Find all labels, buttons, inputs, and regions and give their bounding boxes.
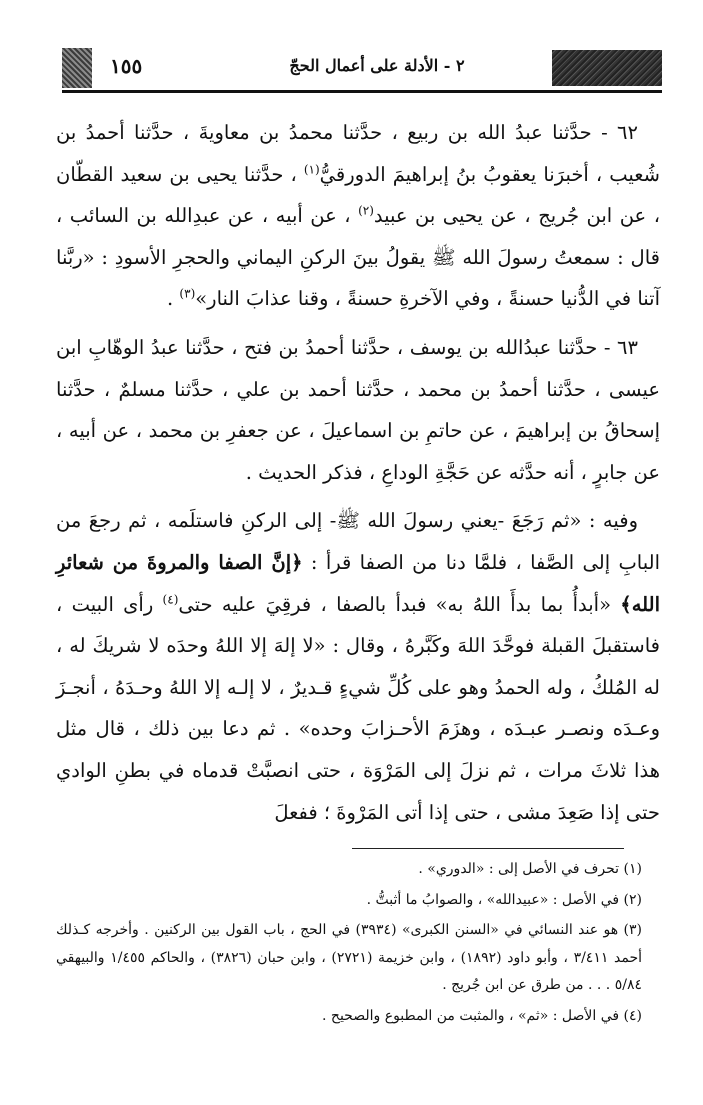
running-title: ٢ - الأدلة على أعمال الحجّ bbox=[289, 56, 465, 75]
hadith-62-text-b: ، حدَّثنا يحيى بن سعيد القطّان ، عن ابن جُريج ، عن يحيى بن عبيد bbox=[56, 162, 660, 228]
continuation-text-c: رأى البيت ، فاستقبلَ القبلة فوحَّدَ اللهَ وكَبَّرهُ ، وقال : «لا إلهَ إلا اللهُ وحدَه لا شريكَ له ، له المُلكُ ، وله الحمدُ وهو على كُلِّ شيءٍ قـديرٌ ، لا إلـه إلا اللهُ وحـدَهُ ، أنجـزَ وعـدَه ونصـر عبـدَه ، وهزَمَ الأحـزابَ وحده» . ثم دعا بين ذلك ، قال مثل هذا ثلاثَ مرات ، ثم نزلَ إلى المَرْوَة ، حتى انصبَّتْ قدماه في بطنِ الوادي حتى إذا صَعِدَ مشى ، حتى إذا أتى المَرْوةَ ؛ ففعلَ bbox=[56, 592, 660, 824]
page-number: ١٥٥ bbox=[110, 54, 143, 78]
header-ornament-right bbox=[552, 50, 662, 86]
continuation-text-b: «أبدأُ بما بدأَ اللهُ به» فبدأ بالصفا ، فرقِيَ عليه حتى bbox=[178, 592, 621, 616]
footnote-ref-3[interactable]: (٣) bbox=[179, 286, 196, 301]
footnote-ref-1[interactable]: (١) bbox=[303, 162, 320, 177]
quran-verse: ﴿إنَّ الصفا والمروةَ من شعائرِ الله﴾ bbox=[56, 550, 660, 616]
footnote-1: (١) تحرف في الأصل إلى : «الدوري» . bbox=[418, 861, 642, 877]
footnotes bbox=[56, 856, 660, 1030]
header-ornament-left bbox=[62, 48, 92, 88]
continuation-text-a: وفيه : «ثم رَجَعَ -يعني رسولَ الله ﷺ- إلى الركنِ فاستلَمه ، ثم رجعَ من البابِ إلى الصَّفا ، فلمَّا دنا من الصفا قرأ : bbox=[56, 509, 660, 574]
footnote-2: (٢) في الأصل : «عبيدالله» ، والصوابُ ما أثبتُّ . bbox=[366, 891, 642, 908]
hadith-62-text: ٦٢ - حدَّثنا عبدُ الله بن ربيع ، حدَّثنا محمدُ بن معاويةَ ، حدَّثنا أحمدُ بن شُعيب ، أخبرَنا يعقوبُ بنُ إبراهيمَ الدورقيُّ bbox=[56, 121, 660, 186]
hadith-62 bbox=[56, 112, 660, 320]
footnote-ref-2[interactable]: (٢) bbox=[358, 203, 374, 218]
hadith-63-continuation bbox=[56, 500, 660, 833]
footnote-4: (٤) في الأصل : «ثم» ، والمثبت من المطبوع والصحيح . bbox=[322, 1007, 642, 1024]
header-rule bbox=[62, 90, 662, 93]
hadith-63: ٦٣ - حدَّثنا عبدُالله بن يوسف ، حدَّثنا أحمدُ بن فتح ، حدَّثنا عبدُ الوهّابِ ابن عيسى ، حدَّثنا أحمدُ بن محمد ، حدَّثنا أحمد بن علي ، حدَّثنا مسلمٌ ، حدَّثنا إسحاقُ بن إبراهيمَ ، عن حاتمِ بن اسماعيلَ ، عن جعفرِ بن محمد ، عن أبيه ، عن جابرٍ ، أنه حدَّثه عن حَجَّةِ الوداعِ ، فذكر الحديث . bbox=[56, 335, 660, 484]
main-text bbox=[56, 112, 660, 833]
page-header bbox=[62, 48, 662, 92]
footnote-3: (٣) هو عند النسائي في «السنن الكبرى» (٣٩٣٤) في الحج ، باب القول بين الركنين . وأخرجه كـذلك أحمد ٣/٤١١ ، وأبو داود (١٨٩٢) ، وابن خزيمة (٢٧٢١) ، وابن حبان (٣٨٢٦) ، والحاكم ١/٤٥٥ والبيهقي ٥/٨٤ . . . من طرق عن ابن جُريج . bbox=[56, 922, 642, 993]
hadith-62-text-c: ، عن أبيه ، عن عبدِالله بن السائب ، قال : سمعتُ رسولَ الله ﷺ يقولُ بينَ الركنِ اليماني والحجرِ الأسودِ : «ربَّنا آتنا في الدُّنيا حسنةً ، وفي الآخرةِ حسنةً ، وقنا عذابَ النار» bbox=[56, 204, 660, 311]
footnote-separator bbox=[352, 848, 624, 849]
footnote-ref-4[interactable]: (٤) bbox=[162, 592, 179, 607]
hadith-62-text-d: . bbox=[167, 287, 180, 311]
